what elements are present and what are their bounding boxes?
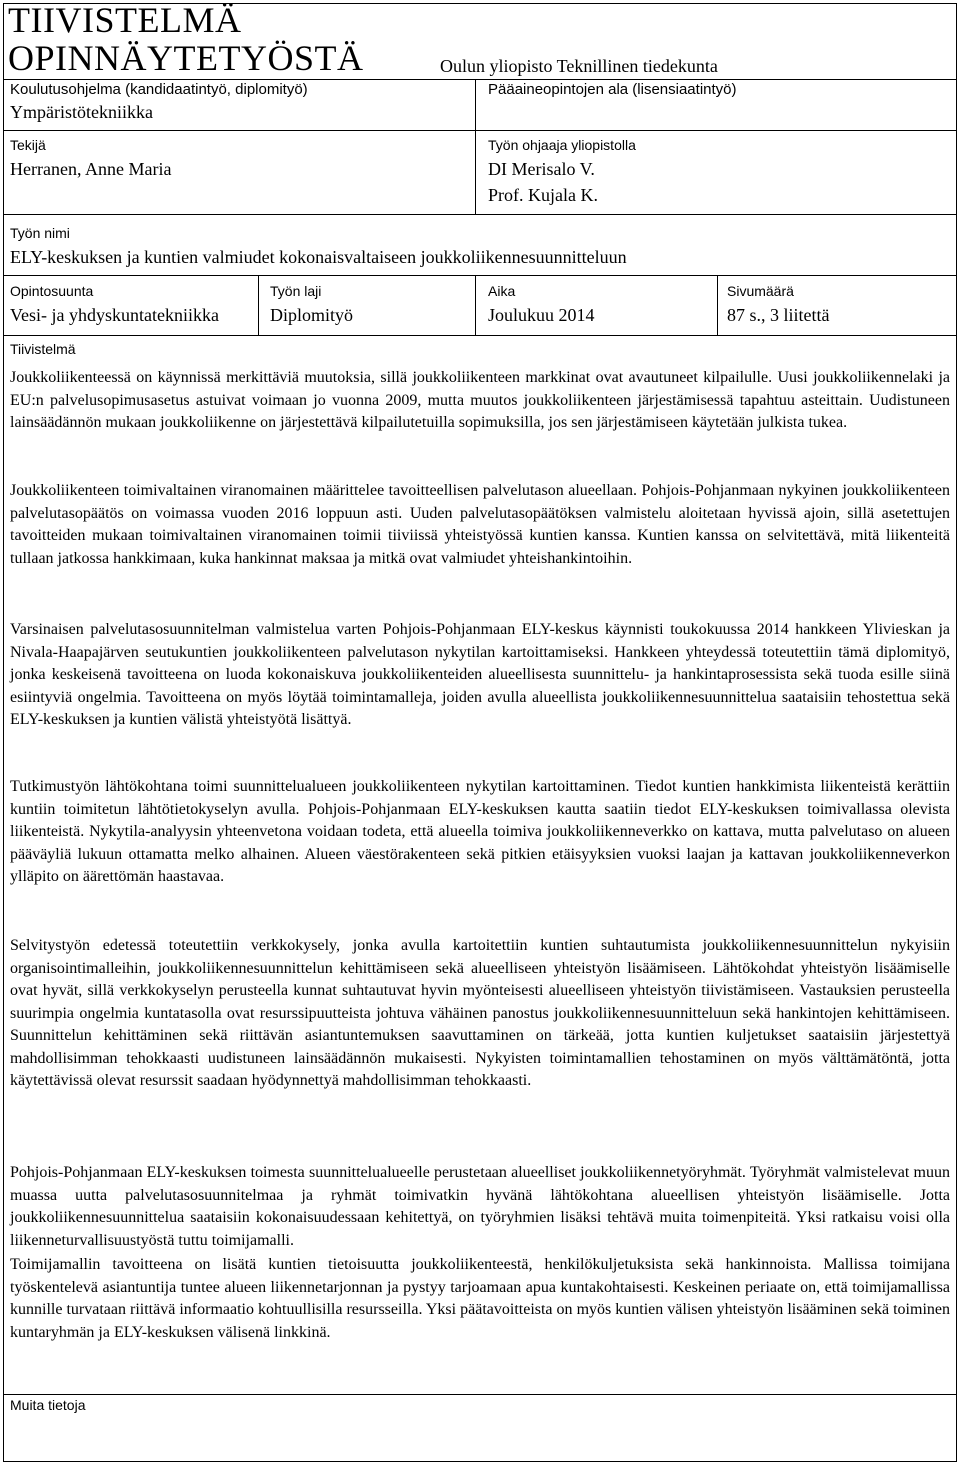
author-name: Herranen, Anne Maria: [10, 159, 172, 179]
divider-meta-3: [717, 275, 718, 335]
divider-meta: [3, 275, 956, 276]
frame-left: [3, 3, 4, 1462]
pages: 87 s., 3 liitettä: [727, 305, 830, 325]
time-label: Aika: [488, 283, 516, 299]
abstract-paragraph: Joukkoliikenteessä on käynnissä merkittäviä muutoksia, sillä joukkoliikenteen markkinat ovat avautuneet kilpailulle. Uusi joukkoliikennelaki ja EU:n palvelusopimusasetus astuivat voimaan jo vuonna 2009, mutta muutos joukkoliikenteen järjestämisessä tapahtuu asteittain. Uudistuneen lainsäädännön mukaan joukkoliikenne on järjestettävä kilpailutetuilla sopimuksilla, jos sen järjestämiseen käytetään julkista tukea.: [10, 369, 950, 431]
author-label: Tekijä: [10, 137, 46, 153]
divider-meta-1: [258, 275, 259, 335]
divider-author: [3, 130, 956, 131]
frame-bottom: [3, 1461, 957, 1462]
divider-abstract: [3, 335, 956, 336]
abstract-paragraph: Varsinaisen palvelutasosuunnitelman valmistelua varten Pohjois-Pohjanmaan ELY-keskus käynnisti toukokuussa 2014 hankkeen Ylivieskan ja Nivala-Haapajärven seutukuntien joukkoliikenteen palvelutason nykytilan kartoittamiseksi. Hankkeen yhteydessä toteutettiin tämä diplomityö, jonka keskeisenä tavoitteena on luoda kokonaiskuva joukkoliikenteiden alueellisesta suunnittelu- ja hankintaprosessista sekä tuoda esille siinä esiintyviä ongelmia. Tavoitteena on myös löytää toimintamalleja, joiden avulla alueellista joukkoliikennesuunnittelua saataisiin tehostettua sekä ELY-keskuksen ja kuntien välistä yhteistyötä lisättyä.: [10, 621, 950, 728]
thesis-title: ELY-keskuksen ja kuntien valmiudet kokonaisvaltaiseen joukkoliikennesuunnitteluun: [10, 247, 627, 267]
study-direction-label: Opintosuunta: [10, 283, 94, 299]
abstract-paragraph: Tutkimustyön lähtökohtana toimi suunnittelualueen joukkoliikenteen nykytilan kartoittaminen. Tiedot kuntien hankkimista liikenteistä kerättiin kuntiin toimitetun lähtötietokyselyn avulla. Pohjois-Pohjanmaan ELY-keskuksen kautta saatiin tiedot ELY-keskuksen toimivallassa olevista liikenteistä. Nykytila-analyysin yhteenvetona voidaan todeta, että alueella toimiva joukkoliikenneverkko on kattava, mutta palvelutaso on alueen pääväyliä lukuun ottamatta melko alhainen. Alueen väestörakenteen sekä pitkien etäisyyksien vuoksi laajan ja kattavan joukkoliikenneverkon ylläpito on äärettömän haastavaa.: [10, 778, 950, 885]
work-type-label: Työn laji: [270, 283, 322, 299]
degree-program: Ympäristötekniikka: [10, 102, 153, 122]
degree-program-label: Koulutusohjelma (kandidaatintyö, diplomityö): [10, 81, 308, 98]
abstract-paragraph: Pohjois-Pohjanmaan ELY-keskuksen toimesta suunnittelualueelle perustetaan alueelliset joukkoliikennetyöryhmät. Työryhmät valmistelevat muun muassa uutta palvelutasosuunnitelmaa ja ryhmät toimivatkin hyvänä lähtökohtana alueellisen yhteistyön lisäämiselle. Jotta joukkoliikennesuunnittelua saataisiin kokonaisuudessaan kehitettyä, on työryhmien lisäksi tehtävä muita toimenpiteitä. Yksi ratkaisu voisi olla liikenneturvallisuustyöstä tuttu toimijamalli.: [10, 1164, 950, 1249]
divider-meta-2: [475, 275, 476, 335]
abstract-label: Tiivistelmä: [10, 341, 76, 357]
title-line-2: OPINNÄYTETYÖSTÄ: [8, 38, 364, 78]
title-line-1: TIIVISTELMÄ: [8, 0, 242, 40]
supervisor-name-1: DI Merisalo V.: [488, 159, 595, 179]
abstract-paragraph: Joukkoliikenteen toimivaltainen viranomainen määrittelee tavoitteellisen palvelutason alueellaan. Pohjois-Pohjanmaan nykyinen joukkoliikenteen palvelutasopäätös on voimassa vuoden 2016 loppuun asti. Uuden palvelutasopäätöksen valmistelu aloitetaan hyvissä ajoin, sillä asetettujen tavoitteiden mukaan toimivaltainen viranomainen toimii tiiviissä yhteistyössä kuntien kanssa. Kuntien kanssa on selvitettävä, mitä liikenteitä tullaan jatkossa hankkimaan, kuka hankinnat maksaa ja mitkä ovat valmiudet yhteishankintoihin.: [10, 482, 950, 567]
major-studies-label: Pääaineopintojen ala (lisensiaatintyö): [488, 81, 737, 98]
abstract-paragraph: Toimijamallin tavoitteena on lisätä kuntien tietoisuutta joukkoliikenteestä, henkilökuljetuksista sekä hankinnoista. Mallissa toimijana työskentelevä asiantuntija tuntee alueen liikennetarjonnan ja pystyy tarjoamaan apua kuntakohtaisesti. Keskeinen periaate on, että toimijamallissa kunnille turvataan riittävä informaatio kohtuullisilla resursseilla. Yksi päätavoitteista on myös kuntien välisen yhteistyön lisääminen sekä toiminen kuntaryhmän ja ELY-keskuksen välisenä linkkinä.: [10, 1256, 950, 1341]
abstract-paragraph: Selvitystyön edetessä toteutettiin verkkokysely, jonka avulla kartoitettiin kuntien suhtautumista joukkoliikennesuunnittelun nykyisiin organisointimalleihin, joukkoliikennesuunnittelun kehittämiseen sekä alueelliseen yhteistyön lisäämiseen. Lähtökohdat yhteistyön lisäämiselle ovat hyvät, sillä verkkokyselyn perusteella kunnat suhtautuvat hyvin myönteisesti alueelliseen yhteistyön tiivistämiseen. Vastauksien perusteella suurimpia ongelmia kuntatasolla ovat resurssipuutteista johtuva vähäinen panostus joukkoliikennesuunnitteluun sekä hankintojen kehittämiseen. Suunnittelun kehittäminen sekä riittävän asiantuntemuksen saavuttaminen on tärkeää, jotta kuntien kuljetukset saataisiin järjestettyä mahdollisimman tehokkaasti uudistuneen lainsäädännön mukaisesti. Nykyisten toimintamallien tehostaminen on myös välttämätöntä, jotta käytettävissä olevat resurssit saadaan hyödynnettyä mahdollisimman tehokkaasti.: [10, 937, 950, 1089]
divider-degree-vertical: [475, 79, 476, 130]
study-direction: Vesi- ja yhdyskuntatekniikka: [10, 305, 219, 325]
divider-author-vertical: [475, 130, 476, 214]
university: Oulun yliopisto Teknillinen tiedekunta: [440, 56, 718, 76]
divider-other-info: [3, 1394, 956, 1395]
divider-title: [3, 214, 956, 215]
frame-right: [956, 3, 957, 1462]
pages-label: Sivumäärä: [727, 283, 794, 299]
supervisor-name-2: Prof. Kujala K.: [488, 185, 598, 205]
time: Joulukuu 2014: [488, 305, 595, 325]
work-type: Diplomityö: [270, 305, 354, 325]
thesis-title-label: Työn nimi: [10, 225, 70, 241]
other-info-label: Muita tietoja: [10, 1397, 86, 1413]
supervisor-label: Työn ohjaaja yliopistolla: [488, 137, 636, 153]
